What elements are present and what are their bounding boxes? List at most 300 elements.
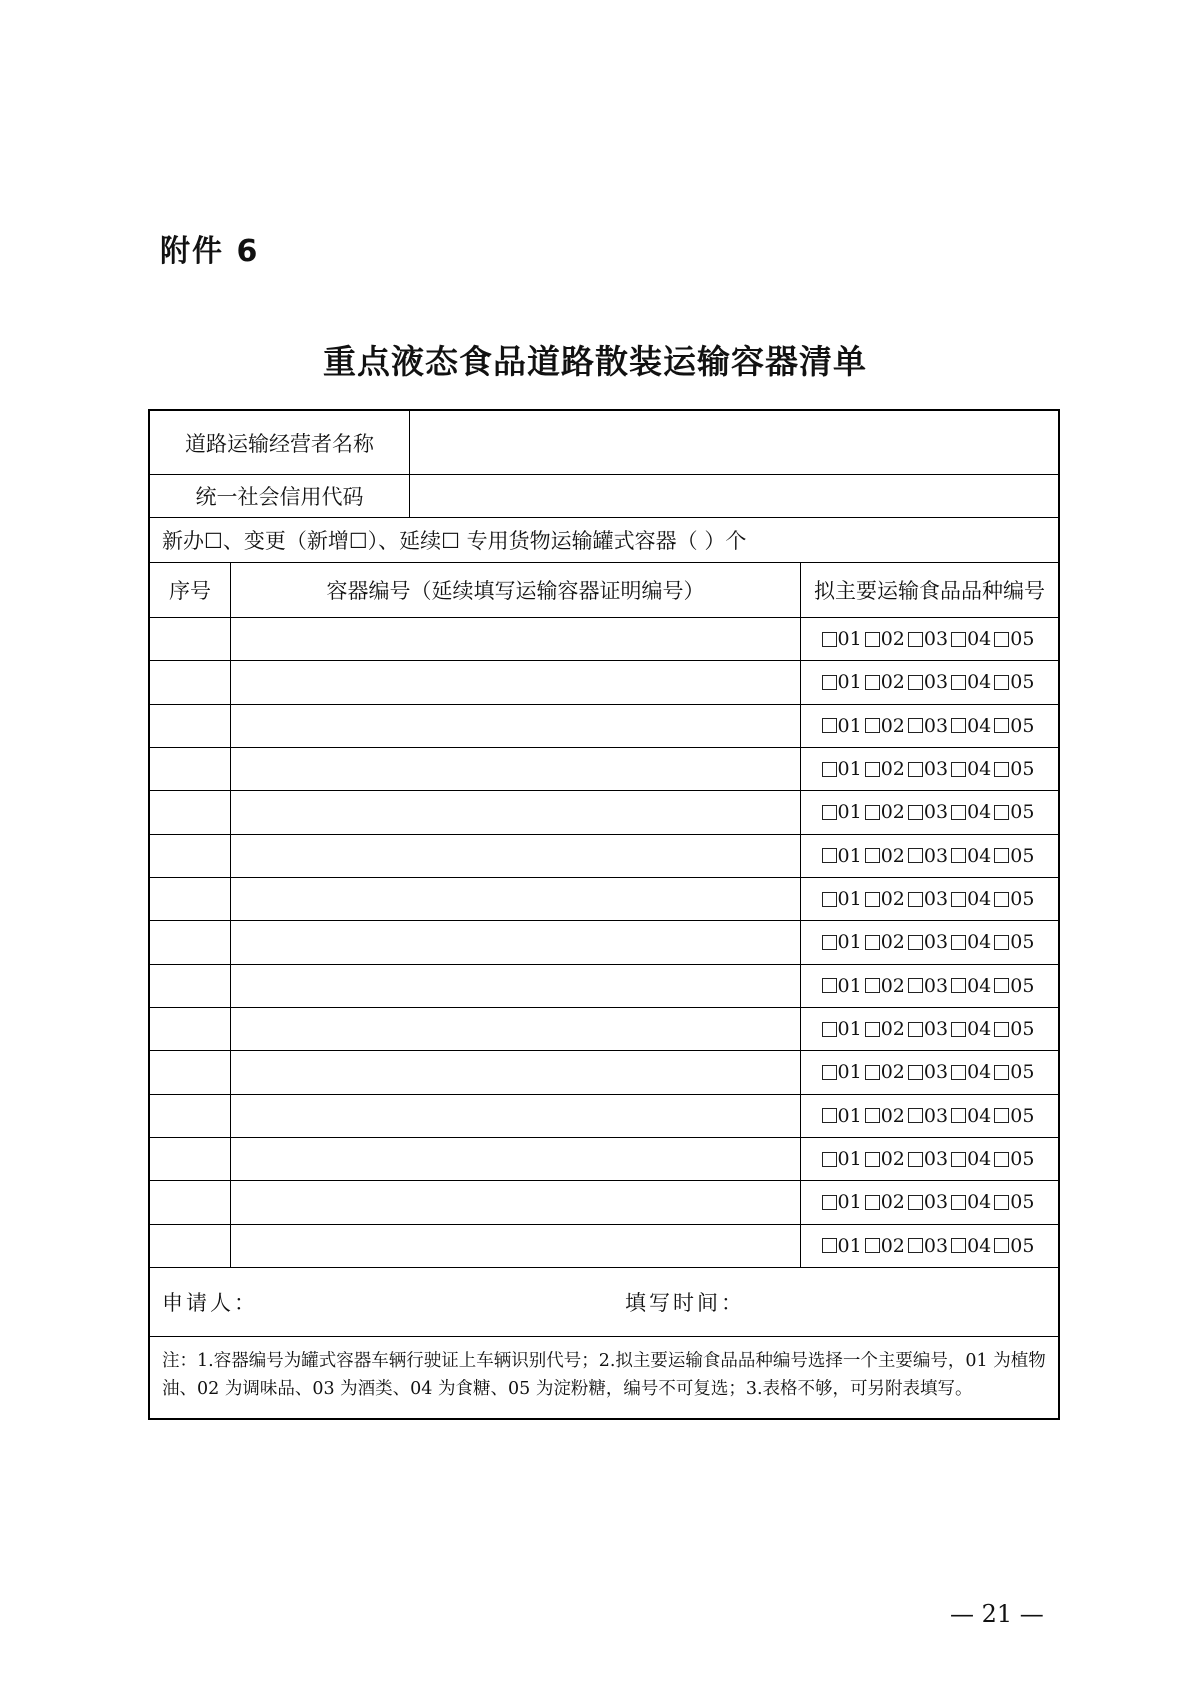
food-code-label: 03 [923, 671, 949, 694]
seq-cell[interactable] [150, 1095, 231, 1137]
food-code-option[interactable] [951, 671, 991, 693]
food-code-option[interactable] [865, 1235, 905, 1257]
checkbox-icon[interactable] [865, 805, 880, 820]
credit-code-field[interactable] [410, 475, 1058, 517]
food-code-option[interactable] [951, 975, 991, 997]
checkbox-icon[interactable] [822, 718, 837, 733]
checkbox-icon[interactable] [951, 675, 966, 690]
checkbox-icon[interactable] [865, 1152, 880, 1167]
container-no-cell[interactable] [231, 1181, 801, 1223]
food-code-label: 02 [880, 1191, 905, 1214]
food-code-label: 02 [880, 714, 905, 737]
food-code-label: 02 [880, 758, 905, 781]
food-code-option[interactable] [865, 1191, 905, 1213]
food-code-label: 01 [837, 1148, 862, 1171]
container-no-cell[interactable] [231, 1225, 801, 1267]
food-code-option[interactable] [865, 975, 905, 997]
table-row [150, 921, 1058, 964]
seq-cell[interactable] [150, 1008, 231, 1050]
food-code-label: 03 [923, 888, 949, 911]
checkbox-icon[interactable] [865, 1022, 880, 1037]
table-row [150, 965, 1058, 1008]
food-code-option[interactable] [865, 1061, 905, 1083]
food-code-option[interactable] [994, 931, 1034, 953]
checkbox-icon[interactable] [865, 762, 880, 777]
seq-cell[interactable] [150, 618, 231, 660]
checkbox-icon[interactable] [908, 1022, 923, 1037]
food-code-cell [801, 921, 1058, 963]
checkbox-icon[interactable] [822, 1238, 837, 1253]
food-code-label: 04 [967, 974, 992, 997]
food-code-option[interactable] [822, 975, 862, 997]
checkbox-icon[interactable] [865, 1108, 880, 1123]
food-code-label: 01 [837, 1061, 862, 1084]
table-header-row [150, 563, 1058, 618]
checkbox-icon[interactable] [822, 978, 837, 993]
food-code-label: 02 [880, 844, 905, 867]
checkbox-icon[interactable] [865, 848, 880, 863]
food-code-label: 01 [837, 714, 862, 737]
checkbox-icon[interactable] [908, 892, 923, 907]
food-code-label: 04 [967, 671, 992, 694]
seq-cell[interactable] [150, 835, 231, 877]
food-code-label: 02 [880, 974, 905, 997]
food-code-option[interactable] [908, 1105, 948, 1127]
food-code-option[interactable] [908, 1148, 948, 1170]
operator-name-label: 道路运输经营者名称 [150, 411, 410, 474]
food-code-option[interactable] [908, 845, 948, 867]
food-code-label: 03 [923, 758, 949, 781]
checkbox-icon[interactable] [908, 1108, 923, 1123]
food-code-option[interactable] [951, 1105, 991, 1127]
food-code-option[interactable] [994, 801, 1034, 823]
container-no-cell[interactable] [231, 835, 801, 877]
checkbox-icon[interactable] [951, 1065, 966, 1080]
table-row [150, 878, 1058, 921]
container-no-cell[interactable] [231, 878, 801, 920]
food-code-option[interactable] [908, 671, 948, 693]
checkbox-icon[interactable] [908, 718, 923, 733]
food-code-cell [801, 1008, 1058, 1050]
food-code-label: 03 [923, 801, 949, 824]
application-type-line[interactable]: 新办☐、变更（新增☐）、延续☐ 专用货物运输罐式容器（ ）个 [162, 529, 747, 553]
food-code-label: 05 [1010, 1234, 1035, 1257]
checkbox-icon[interactable] [994, 1022, 1009, 1037]
checkbox-icon[interactable] [951, 718, 966, 733]
food-code-option[interactable] [951, 801, 991, 823]
column-header-container-no: 容器编号（延续填写运输容器证明编号） [231, 563, 801, 617]
food-code-label: 03 [923, 1234, 949, 1257]
food-code-cell [801, 1225, 1058, 1267]
checkbox-icon[interactable] [994, 848, 1009, 863]
checkbox-icon[interactable] [951, 935, 966, 950]
checkbox-icon[interactable] [994, 805, 1009, 820]
food-code-label: 03 [923, 1018, 949, 1041]
food-code-label: 04 [967, 628, 992, 651]
food-code-label: 05 [1010, 888, 1035, 911]
food-code-label: 02 [880, 801, 905, 824]
food-code-option[interactable] [822, 888, 862, 910]
seq-cell[interactable] [150, 921, 231, 963]
checkbox-icon[interactable] [865, 978, 880, 993]
food-code-option[interactable] [908, 801, 948, 823]
food-code-option[interactable] [865, 931, 905, 953]
operator-name-field[interactable] [410, 411, 1058, 474]
food-code-label: 04 [967, 801, 992, 824]
checkbox-icon[interactable] [908, 762, 923, 777]
food-code-option[interactable] [865, 845, 905, 867]
food-code-option[interactable] [822, 1148, 862, 1170]
food-code-cell [801, 835, 1058, 877]
food-code-option[interactable] [951, 758, 991, 780]
table-row [150, 661, 1058, 704]
food-code-label: 05 [1010, 671, 1035, 694]
food-code-label: 01 [837, 758, 862, 781]
food-code-option[interactable] [908, 1061, 948, 1083]
food-code-label: 03 [923, 1191, 949, 1214]
food-code-label: 04 [967, 1104, 992, 1127]
checkbox-icon[interactable] [994, 1152, 1009, 1167]
food-code-cell [801, 1095, 1058, 1137]
container-no-cell[interactable] [231, 965, 801, 1007]
checkbox-icon[interactable] [865, 1195, 880, 1210]
checkbox-icon[interactable] [822, 935, 837, 950]
food-code-option[interactable] [865, 1148, 905, 1170]
food-code-label: 02 [880, 671, 905, 694]
checkbox-icon[interactable] [994, 718, 1009, 733]
form-title: 重点液态食品道路散装运输容器清单 [323, 342, 867, 381]
food-code-label: 02 [880, 1104, 905, 1127]
food-code-cell [801, 965, 1058, 1007]
checkbox-icon[interactable] [865, 1238, 880, 1253]
food-code-cell [801, 1051, 1058, 1093]
food-code-option[interactable] [951, 1235, 991, 1257]
checkbox-icon[interactable] [822, 1065, 837, 1080]
column-header-food-code: 拟主要运输食品品种编号 [814, 579, 1045, 603]
checkbox-icon[interactable] [822, 675, 837, 690]
food-code-option[interactable] [994, 628, 1034, 650]
application-type-row [150, 518, 1058, 563]
food-code-label: 02 [880, 888, 905, 911]
seq-cell[interactable] [150, 965, 231, 1007]
food-code-label: 02 [880, 1148, 905, 1171]
checkbox-icon[interactable] [908, 675, 923, 690]
checkbox-icon[interactable] [951, 632, 966, 647]
food-code-option[interactable] [994, 888, 1034, 910]
container-no-cell[interactable] [231, 791, 801, 833]
checkbox-icon[interactable] [822, 805, 837, 820]
food-code-option[interactable] [994, 845, 1034, 867]
seq-cell[interactable] [150, 1225, 231, 1267]
food-code-option[interactable] [908, 1191, 948, 1213]
food-code-label: 05 [1010, 758, 1035, 781]
food-code-label: 02 [880, 1061, 905, 1084]
food-code-label: 01 [837, 801, 862, 824]
checkbox-icon[interactable] [865, 1065, 880, 1080]
food-code-label: 05 [1010, 974, 1035, 997]
checkbox-icon[interactable] [908, 1065, 923, 1080]
checkbox-icon[interactable] [865, 632, 880, 647]
food-code-label: 05 [1010, 1104, 1035, 1127]
food-code-option[interactable] [865, 715, 905, 737]
food-code-cell [801, 1138, 1058, 1180]
checkbox-icon[interactable] [822, 1022, 837, 1037]
checkbox-icon[interactable] [908, 1195, 923, 1210]
food-code-label: 05 [1010, 1148, 1035, 1171]
food-code-label: 04 [967, 931, 992, 954]
checkbox-icon[interactable] [994, 632, 1009, 647]
food-code-option[interactable] [865, 628, 905, 650]
table-row [150, 705, 1058, 748]
credit-code-label: 统一社会信用代码 [150, 475, 410, 517]
checkbox-icon[interactable] [865, 718, 880, 733]
food-code-label: 04 [967, 888, 992, 911]
checkbox-icon[interactable] [951, 892, 966, 907]
checkbox-icon[interactable] [822, 892, 837, 907]
food-code-option[interactable] [822, 1018, 862, 1040]
checkbox-icon[interactable] [951, 848, 966, 863]
food-code-label: 04 [967, 714, 992, 737]
food-code-label: 02 [880, 1018, 905, 1041]
food-code-option[interactable] [908, 715, 948, 737]
checkbox-icon[interactable] [951, 805, 966, 820]
food-code-option[interactable] [908, 1018, 948, 1040]
checkbox-icon[interactable] [822, 632, 837, 647]
seq-cell[interactable] [150, 1181, 231, 1223]
food-code-option[interactable] [951, 715, 991, 737]
food-code-cell [801, 748, 1058, 790]
food-code-option[interactable] [994, 1235, 1034, 1257]
food-code-option[interactable] [822, 715, 862, 737]
checkbox-icon[interactable] [908, 978, 923, 993]
food-code-option[interactable] [822, 931, 862, 953]
table-row [150, 1095, 1058, 1138]
checkbox-icon[interactable] [994, 762, 1009, 777]
checkbox-icon[interactable] [994, 935, 1009, 950]
food-code-label: 05 [1010, 1061, 1035, 1084]
checkbox-icon[interactable] [994, 978, 1009, 993]
food-code-label: 01 [837, 671, 862, 694]
container-no-cell[interactable] [231, 1008, 801, 1050]
container-no-cell[interactable] [231, 1095, 801, 1137]
checkbox-icon[interactable] [865, 892, 880, 907]
checkbox-icon[interactable] [822, 1108, 837, 1123]
container-no-cell[interactable] [231, 705, 801, 747]
food-code-option[interactable] [908, 1235, 948, 1257]
checkbox-icon[interactable] [908, 1238, 923, 1253]
table-row [150, 1138, 1058, 1181]
seq-cell[interactable] [150, 1138, 231, 1180]
seq-cell[interactable] [150, 1051, 231, 1093]
food-code-option[interactable] [822, 671, 862, 693]
checkbox-icon[interactable] [951, 762, 966, 777]
food-code-option[interactable] [951, 1191, 991, 1213]
food-code-option[interactable] [951, 628, 991, 650]
food-code-option[interactable] [865, 758, 905, 780]
credit-code-row [150, 475, 1058, 518]
food-code-label: 01 [837, 628, 862, 651]
food-code-label: 04 [967, 1234, 992, 1257]
table-row [150, 1008, 1058, 1051]
checkbox-icon[interactable] [908, 935, 923, 950]
food-code-option[interactable] [865, 888, 905, 910]
food-code-option[interactable] [865, 801, 905, 823]
seq-cell[interactable] [150, 791, 231, 833]
food-code-label: 01 [837, 931, 862, 954]
food-code-label: 01 [837, 844, 862, 867]
checkbox-icon[interactable] [908, 632, 923, 647]
food-code-label: 05 [1010, 1018, 1035, 1041]
food-code-option[interactable] [822, 1235, 862, 1257]
checkbox-icon[interactable] [865, 935, 880, 950]
food-code-cell [801, 705, 1058, 747]
container-no-cell[interactable] [231, 661, 801, 703]
food-code-label: 05 [1010, 801, 1035, 824]
food-code-label: 04 [967, 1018, 992, 1041]
food-code-label: 02 [880, 931, 905, 954]
food-code-option[interactable] [994, 758, 1034, 780]
container-no-cell[interactable] [231, 748, 801, 790]
checkbox-icon[interactable] [822, 762, 837, 777]
seq-cell[interactable] [150, 661, 231, 703]
food-code-cell [801, 618, 1058, 660]
seq-cell[interactable] [150, 748, 231, 790]
food-code-option[interactable] [994, 715, 1034, 737]
food-code-option[interactable] [822, 801, 862, 823]
food-code-option[interactable] [994, 1148, 1034, 1170]
food-code-label: 01 [837, 1018, 862, 1041]
food-code-label: 03 [923, 628, 949, 651]
checkbox-icon[interactable] [822, 1195, 837, 1210]
checkbox-icon[interactable] [951, 1022, 966, 1037]
seq-cell[interactable] [150, 878, 231, 920]
food-code-option[interactable] [908, 758, 948, 780]
food-code-cell [801, 791, 1058, 833]
checkbox-icon[interactable] [908, 848, 923, 863]
food-code-label: 03 [923, 931, 949, 954]
food-code-option[interactable] [951, 1018, 991, 1040]
column-header-seq: 序号 [150, 563, 231, 617]
food-code-option[interactable] [951, 888, 991, 910]
checkbox-icon[interactable] [951, 978, 966, 993]
food-code-label: 05 [1010, 714, 1035, 737]
checkbox-icon[interactable] [994, 1108, 1009, 1123]
food-code-label: 03 [923, 974, 949, 997]
food-code-cell [801, 661, 1058, 703]
attachment-label: 附件 6 [160, 234, 260, 269]
food-code-label: 05 [1010, 628, 1035, 651]
checkbox-icon[interactable] [994, 675, 1009, 690]
food-code-label: 03 [923, 1061, 949, 1084]
food-code-option[interactable] [865, 1018, 905, 1040]
seq-cell[interactable] [150, 705, 231, 747]
food-code-cell [801, 1181, 1058, 1223]
checkbox-icon[interactable] [822, 848, 837, 863]
food-code-label: 04 [967, 1148, 992, 1171]
food-code-option[interactable] [994, 1018, 1034, 1040]
checkbox-icon[interactable] [951, 1238, 966, 1253]
table-row [150, 835, 1058, 878]
table-row [150, 1225, 1058, 1268]
food-code-label: 01 [837, 1234, 862, 1257]
food-code-label: 01 [837, 1104, 862, 1127]
food-code-option[interactable] [865, 1105, 905, 1127]
checkbox-icon[interactable] [908, 1152, 923, 1167]
checkbox-icon[interactable] [951, 1152, 966, 1167]
checkbox-icon[interactable] [865, 675, 880, 690]
food-code-label: 02 [880, 1234, 905, 1257]
container-no-cell[interactable] [231, 1051, 801, 1093]
container-no-cell[interactable] [231, 921, 801, 963]
food-code-option[interactable] [994, 975, 1034, 997]
food-code-label: 05 [1010, 1191, 1035, 1214]
food-code-label: 04 [967, 758, 992, 781]
food-code-option[interactable] [822, 1061, 862, 1083]
page-number: — 21 — [950, 1600, 1044, 1628]
food-code-option[interactable] [994, 1105, 1034, 1127]
operator-name-row [150, 411, 1058, 475]
food-code-label: 01 [837, 888, 862, 911]
food-code-label: 03 [923, 714, 949, 737]
food-code-option[interactable] [865, 671, 905, 693]
food-code-option[interactable] [951, 931, 991, 953]
food-code-label: 01 [837, 1191, 862, 1214]
food-code-option[interactable] [994, 1061, 1034, 1083]
food-code-label: 05 [1010, 931, 1035, 954]
table-row [150, 1051, 1058, 1094]
food-code-cell [801, 878, 1058, 920]
food-code-option[interactable] [822, 758, 862, 780]
table-row [150, 791, 1058, 834]
food-code-option[interactable] [994, 671, 1034, 693]
form-note: 注：1.容器编号为罐式容器车辆行驶证上车辆识别代号；2.拟主要运输食品品种编号选择一个主要编号，01 为植物油、02 为调味品、03 为酒类、04 为食糖、05 为淀粉糖，编号不可复选；3.表格不够，可另附表填写。 [162, 1351, 1046, 1399]
food-code-label: 04 [967, 1191, 992, 1214]
food-code-label: 03 [923, 1104, 949, 1127]
food-code-option[interactable] [908, 931, 948, 953]
checkbox-icon[interactable] [908, 805, 923, 820]
food-code-option[interactable] [822, 1105, 862, 1127]
container-no-cell[interactable] [231, 1138, 801, 1180]
table-row [150, 618, 1058, 661]
food-code-option[interactable] [951, 1061, 991, 1083]
checkbox-icon[interactable] [994, 1238, 1009, 1253]
checkbox-icon[interactable] [951, 1195, 966, 1210]
food-code-option[interactable] [908, 888, 948, 910]
food-code-option[interactable] [822, 1191, 862, 1213]
checkbox-icon[interactable] [994, 1065, 1009, 1080]
checkbox-icon[interactable] [994, 1195, 1009, 1210]
food-code-label: 04 [967, 844, 992, 867]
container-no-cell[interactable] [231, 618, 801, 660]
food-code-option[interactable] [994, 1191, 1034, 1213]
food-code-option[interactable] [822, 628, 862, 650]
checkbox-icon[interactable] [951, 1108, 966, 1123]
container-list-form [148, 409, 1060, 1420]
applicant-label: 申请人： [162, 1291, 258, 1315]
food-code-option[interactable] [908, 628, 948, 650]
checkbox-icon[interactable] [822, 1152, 837, 1167]
food-code-label: 03 [923, 844, 949, 867]
checkbox-icon[interactable] [994, 892, 1009, 907]
food-code-option[interactable] [951, 845, 991, 867]
food-code-label: 04 [967, 1061, 992, 1084]
fill-time-label: 填写时间： [625, 1291, 745, 1315]
food-code-label: 01 [837, 974, 862, 997]
food-code-option[interactable] [822, 845, 862, 867]
food-code-label: 02 [880, 628, 905, 651]
food-code-option[interactable] [951, 1148, 991, 1170]
food-code-option[interactable] [908, 975, 948, 997]
